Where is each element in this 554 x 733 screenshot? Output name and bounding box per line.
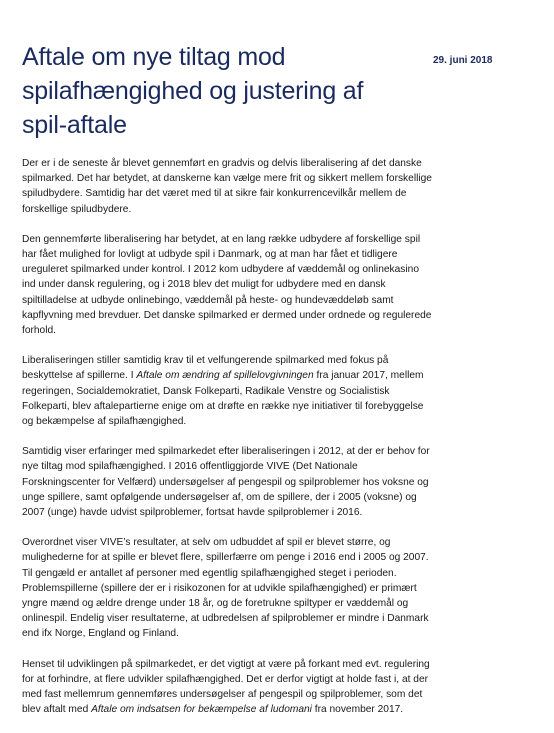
document-title: Aftale om nye tiltag mod spilafhængighed og justering af spil-aftale — [22, 43, 364, 139]
agreement-title-italic: Aftale om indsatsen for bekæmpelse af ludomani — [91, 704, 312, 716]
agreement-title-italic: Aftale om ændring af spillelovgivningen — [136, 370, 314, 382]
document-body — [22, 156, 434, 733]
paragraph-4 — [22, 444, 434, 520]
paragraph-text: Overordnet viser VIVE’s resultater, at selv om udbuddet af spil er blevet større, og mulighederne for at spille er blevet flere, spillerfærre om penge i 2016 end i 2005 og 2007. Til gengæld er antallet af personer med egentlig spilafhængighed steget i perioden. Problemspillerne (spillere der er i risikozonen for at udvikle spilafhængighed) er primært yngre mænd og ældre drenge under 18 år, og de foretrukne spiltyper er væddemål og onlinespil. Endelig viser resultaterne, at udbredelsen af spilproblemer er mindre i Danmark end ifx Norge, England og Finland. — [22, 537, 429, 640]
paragraph-text: Den gennemførte liberalisering har betydet, at en lang række udbydere af forskellige spil har fået mulighed for lovligt at udbyde spil i Danmark, og at man har fået et tidligere ureguleret spilmarked under kontrol. I 2012 kom udbydere af væddemål og onlinekasino ind under dansk regulering, og i 2018 blev det muligt for udbydere med en dansk spiltilladelse at udbyde onlinebingo, væddemål på heste- og hundevæddeløb samt kapflyvning med brevduer. Det danske spilmarked er dermed under ordnede og regulerede forhold. — [22, 233, 432, 337]
paragraph-text: fra januar 2017, mellem regeringen, Socialdemokratiet, Dansk Folkeparti, Radikale Venstre og Socialistisk Folkeparti, blev aftalepartierne enige om at drøfte en række nye initiativer til forebyggelse og bekæmpelse af spilafhængighed. — [22, 370, 424, 428]
document-date: 29. juni 2018 — [433, 55, 493, 66]
paragraph-5 — [22, 535, 434, 641]
paragraph-6 — [22, 657, 434, 718]
paragraph-1 — [22, 156, 434, 217]
paragraph-text: Henset til udviklingen på spilmarkedet, er det vigtigt at være på forkant med evt. regulering for at forhindre, at flere udvikler spilafhængighed. Det er derfor vigtigt at holde fast i, at der med fast mellemrum gennemføres undersøgelser af pengespil og spilproblemer, som det blev aftalt med — [22, 658, 430, 716]
paragraph-text: Der er i de seneste år blevet gennemført en gradvis og delvis liberalisering af det danske spilmarked. Det har betydet, at danskerne kan vælge mere frit og sikkert mellem forskellige spiludbydere. Samtidig har det været med til at sikre fair konkurrencevilkår mellem de forskellige spiludbydere. — [22, 158, 432, 215]
paragraph-text: Liberaliseringen stiller samtidig krav til et velfungerende spilmarked med fokus på beskyttelse af spillerne. I — [22, 355, 389, 382]
paragraph-2 — [22, 232, 434, 338]
paragraph-3 — [22, 353, 434, 429]
paragraph-text: Samtidig viser erfaringer med spilmarkedet efter liberaliseringen i 2012, at der er behov for nye tiltag mod spilafhængighed. I 2016 offentliggjorde VIVE (Det Nationale Forskningscenter for Velfærd) undersøgelser af pengespil og spilproblemer hos voksne og unge spillere, samt opfølgende undersøgelser af, om de spillere, der i 2005 (voksne) og 2007 (unge) havde udvist spilproblemer, fortsat havde spilproblemer i 2016. — [22, 446, 430, 519]
paragraph-text: fra november 2017. — [311, 704, 404, 716]
